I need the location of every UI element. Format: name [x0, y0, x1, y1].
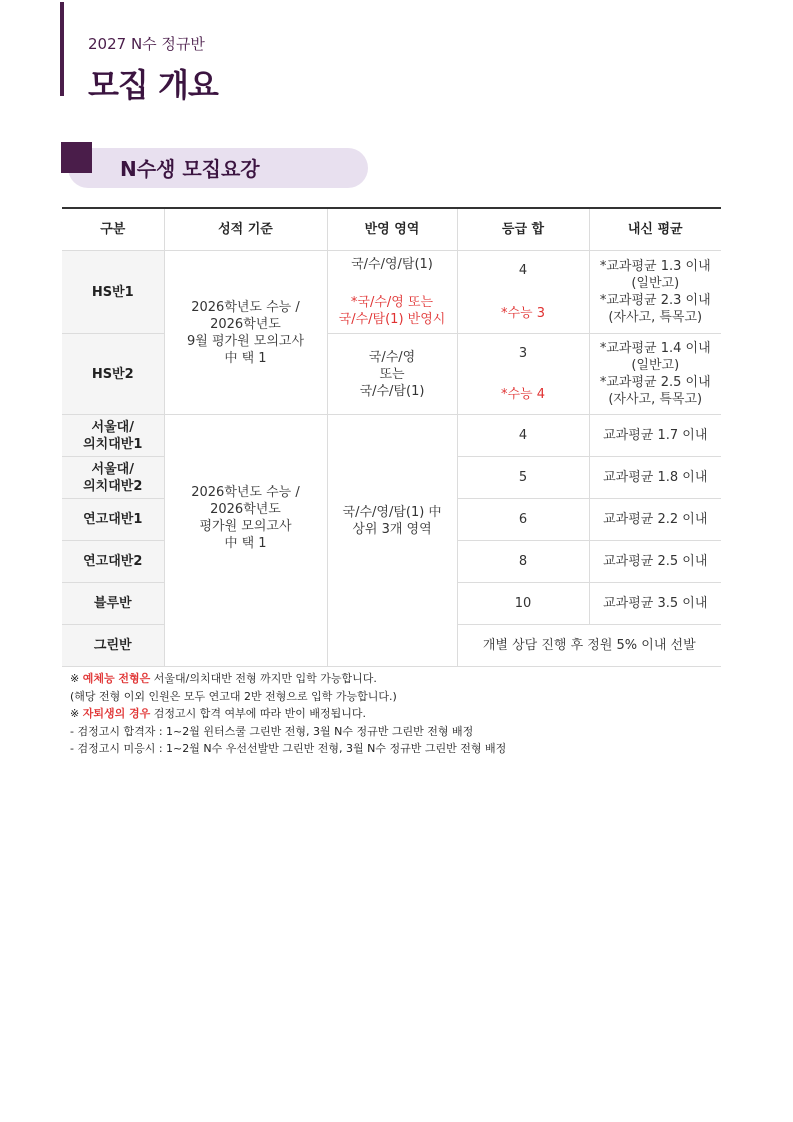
section-marker — [61, 142, 92, 173]
gpa-criteria: 교과평균 2.5 이내 — [589, 541, 721, 583]
note-text: 검정고시 합격 여부에 따라 반이 배정됩니다. — [150, 707, 367, 720]
grade-value: 5 — [457, 457, 589, 499]
grade-value: 3 — [518, 346, 528, 361]
grade-note: *수능 4 — [500, 387, 546, 402]
gpa-criteria: 교과평균 1.7 이내 — [589, 415, 721, 457]
grade-value: 4 — [457, 415, 589, 457]
gpa-criteria: *교과평균 1.4 이내 (일반고) *교과평균 2.5 이내 (자사고, 특목고) — [589, 334, 721, 415]
grade-value: 4 — [518, 263, 528, 278]
table-row — [62, 415, 721, 457]
subject-text: 국/수/영/탐(1) — [351, 257, 433, 272]
gpa-criteria: 교과평균 2.2 이내 — [589, 499, 721, 541]
class-name: 그린반 — [62, 625, 164, 667]
class-name: 블루반 — [62, 583, 164, 625]
note-mark: ※ — [70, 672, 80, 685]
gpa-criteria: 교과평균 1.8 이내 — [589, 457, 721, 499]
note-highlight: 자퇴생의 경우 — [82, 707, 151, 720]
subject-note: *국/수/영 또는 국/수/탐(1) 반영시 — [338, 295, 446, 327]
header-accent-bar — [60, 2, 64, 96]
table-row — [62, 251, 721, 334]
grade-note: *수능 3 — [500, 306, 546, 321]
footnotes — [70, 670, 506, 758]
grade-value: 6 — [457, 499, 589, 541]
page-subtitle: 2027 N수 정규반 — [88, 35, 205, 53]
footnote-item: (해당 전형 이외 인원은 모두 연고대 2반 전형으로 입학 가능합니다.) — [70, 689, 397, 703]
subject-text: 국/수/영 또는 국/수/탐(1) — [327, 334, 457, 415]
recruitment-table — [62, 207, 721, 667]
score-criteria: 2026학년도 수능 / 2026학년도 평가원 모의고사 中 택 1 — [164, 415, 327, 667]
page-title: 모집 개요 — [88, 66, 218, 104]
footnote-item — [70, 670, 506, 688]
green-selection-note: 개별 상담 진행 후 정원 5% 이내 선발 — [457, 625, 721, 667]
note-mark: ※ — [70, 707, 80, 720]
grade-value: 8 — [457, 541, 589, 583]
header-category: 구분 — [62, 208, 164, 251]
grade-value: 10 — [457, 583, 589, 625]
footnote-item — [70, 705, 506, 723]
class-name: 서울대/ 의치대반2 — [62, 457, 164, 499]
note-highlight: 예체능 전형은 — [82, 672, 151, 685]
section-title: N수생 모집요강 — [120, 157, 260, 181]
class-name: HS반2 — [62, 334, 164, 415]
class-name: 연고대반2 — [62, 541, 164, 583]
footnote-item: - 검정고시 합격자 : 1~2월 윈터스쿨 그린반 전형, 3월 N수 정규반 그린반 전형 배정 — [70, 724, 474, 738]
subject-text: 국/수/영/탐(1) 中 상위 3개 영역 — [327, 415, 457, 667]
score-criteria: 2026학년도 수능 / 2026학년도 9월 평가원 모의고사 中 택 1 — [164, 251, 327, 415]
note-text: 서울대/의치대반 전형 까지만 입학 가능합니다. — [150, 672, 377, 685]
header-grade-sum: 등급 합 — [457, 208, 589, 251]
table-row — [62, 334, 721, 415]
footnote-item: - 검정고시 미응시 : 1~2월 N수 우선선발반 그린반 전형, 3월 N수 정규반 그린반 전형 배정 — [70, 742, 507, 755]
class-name: 서울대/ 의치대반1 — [62, 415, 164, 457]
gpa-criteria: 교과평균 3.5 이내 — [589, 583, 721, 625]
header-score-criteria: 성적 기준 — [164, 208, 327, 251]
class-name: HS반1 — [62, 251, 164, 334]
class-name: 연고대반1 — [62, 499, 164, 541]
header-subjects: 반영 영역 — [327, 208, 457, 251]
header-gpa: 내신 평균 — [589, 208, 721, 251]
gpa-criteria: *교과평균 1.3 이내 (일반고) *교과평균 2.3 이내 (자사고, 특목고) — [589, 251, 721, 334]
table-header-row — [62, 208, 721, 251]
